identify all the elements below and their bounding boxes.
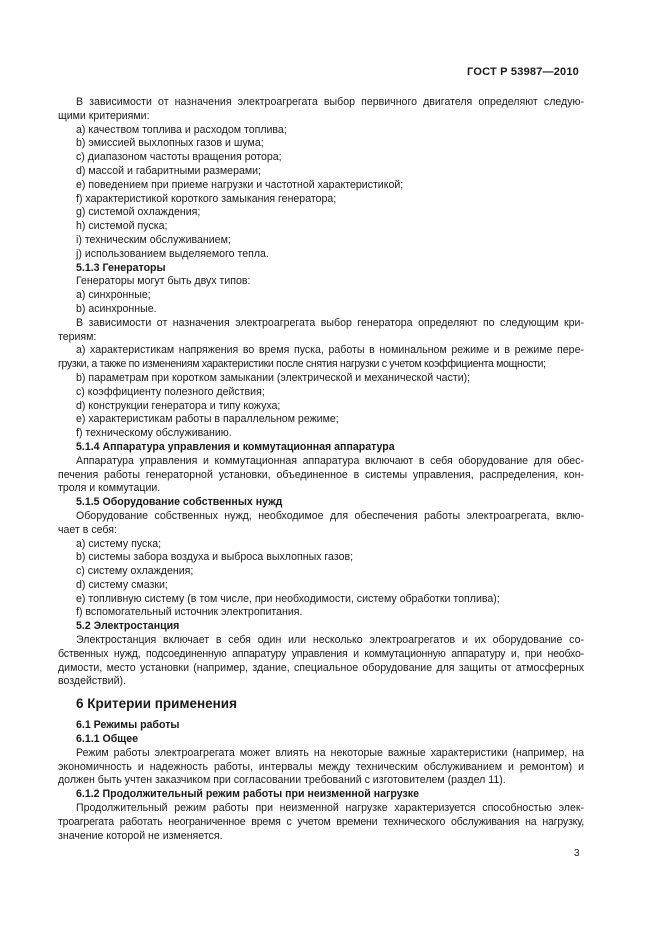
paragraph-line: Генераторы могут быть двух типов: — [76, 275, 251, 288]
paragraph-line: Аппаратура управления и коммутационная аппаратура включают в себя оборудование для обес- — [76, 454, 584, 467]
paragraph-line: териям: — [58, 330, 97, 343]
list-item: a) синхронные; — [76, 289, 151, 302]
list-item: c) коэффициенту полезного действия; — [76, 385, 265, 398]
paragraph-line: В зависимости от назначения электроагрегата выбор первичного двигателя определяют следую- — [76, 96, 584, 108]
paragraph-line: щими критериями: — [58, 109, 150, 122]
section-heading-5-1-3: 5.1.3 Генераторы — [76, 261, 166, 274]
list-item: a) систему пуска; — [76, 537, 162, 550]
list-item: a) качеством топлива и расходом топлива; — [76, 123, 287, 136]
list-item: e) топливную систему (в том числе, при необходимости, систему обработки топлива); — [76, 592, 500, 605]
list-item: j) использованием выделяемого тепла. — [76, 247, 269, 260]
list-item: g) системой охлаждения; — [76, 206, 201, 219]
list-item: f) техническому обслуживанию. — [76, 427, 232, 440]
section-heading-6-1: 6.1 Режимы работы — [76, 719, 180, 732]
paragraph-line: троля и коммутации. — [58, 482, 161, 495]
paragraph-line: значение которой не изменяется. — [58, 829, 223, 842]
list-item: c) диапазоном частоты вращения ротора; — [76, 151, 282, 164]
section-heading-6: 6 Критерии применения — [76, 696, 237, 712]
section-heading-5-1-4: 5.1.4 Аппаратура управления и коммутационная аппаратура — [76, 440, 395, 453]
list-item: b) асинхронные. — [76, 302, 157, 315]
section-heading-5-2: 5.2 Электростанция — [76, 620, 180, 633]
list-item: e) характеристикам работы в параллельном режиме; — [76, 413, 339, 426]
list-item: b) эмиссией выхлопных газов и шума; — [76, 137, 264, 150]
list-item: h) системой пуска; — [76, 220, 168, 233]
list-item: c) систему охлаждения; — [76, 565, 194, 578]
paragraph-line: бственных нужд, подсоединенную аппаратуру управления и коммутационную аппаратуру и, при необхо- — [58, 647, 584, 660]
list-item: f) характеристикой короткого замыкания генератора; — [76, 192, 337, 205]
page-number: 3 — [574, 848, 580, 859]
paragraph-line: Режим работы электроагрегата может влиять на некоторые важные характеристики (например, на — [76, 746, 584, 759]
list-item: b) системы забора воздуха и выброса выхлопных газов; — [76, 551, 354, 564]
list-item: a) характеристикам напряжения во время пуска, работы в номинальном режиме и в режиме пере- — [76, 344, 584, 357]
paragraph-line: димости, место установки (например, здание, специальное оборудование для защиты от атмосферных — [58, 661, 584, 674]
list-item: i) техническим обслуживанием; — [76, 233, 231, 246]
paragraph-line: должен быть учтен заказчиком при согласовании требований с изготовителем (раздел 11). — [58, 774, 506, 787]
paragraph-line: чает в себя: — [58, 523, 117, 536]
paragraph-line: В зависимости от назначения электроагрегата выбор генератора определяют по следующим кри- — [76, 316, 584, 329]
list-item: f) вспомогательный источник электропитания. — [76, 606, 303, 619]
paragraph-line: Электростанция включает в себя один или несколько электроагрегатов и их оборудование со- — [76, 634, 584, 647]
document-body — [58, 96, 584, 843]
list-item: d) конструкции генератора и типу кожуха; — [76, 399, 281, 412]
paragraph-line: Оборудование собственных нужд, необходимое для обеспечения работы электроагрегата, вклю- — [76, 509, 584, 522]
list-item: d) систему смазки; — [76, 578, 168, 591]
list-item: d) массой и габаритными размерами; — [76, 164, 261, 177]
paragraph-line: троагрегата работать неограниченное время с учетом времени технического обслуживания на нагрузку, — [58, 815, 584, 828]
document-header: ГОСТ Р 53987—2010 — [467, 66, 579, 78]
section-heading-5-1-5: 5.1.5 Оборудование собственных нужд — [76, 496, 283, 509]
list-item: b) параметрам при коротком замыкании (электрической и механической части); — [76, 371, 471, 384]
paragraph-line: воздействий). — [58, 675, 126, 688]
paragraph-line: Продолжительный режим работы при неизменной нагрузке характеризуется способностью элек- — [76, 802, 584, 815]
paragraph-line: печения работы генераторной установки, объединенное в системы управления, распределения, кон- — [58, 468, 584, 481]
section-heading-6-1-2: 6.1.2 Продолжительный режим работы при неизменной нагрузке — [76, 788, 419, 801]
section-heading-6-1-1: 6.1.1 Общее — [76, 733, 139, 746]
list-item-continuation: грузки, а также по изменениям характеристики после снятия нагрузки с учетом коэффициента мощности; — [58, 358, 546, 371]
list-item: e) поведением при приеме нагрузки и частотной характеристикой; — [76, 178, 404, 191]
paragraph-line: экономичность и надежность работы, интервалы между техническим обслуживанием и ремонтом) и — [58, 760, 584, 773]
